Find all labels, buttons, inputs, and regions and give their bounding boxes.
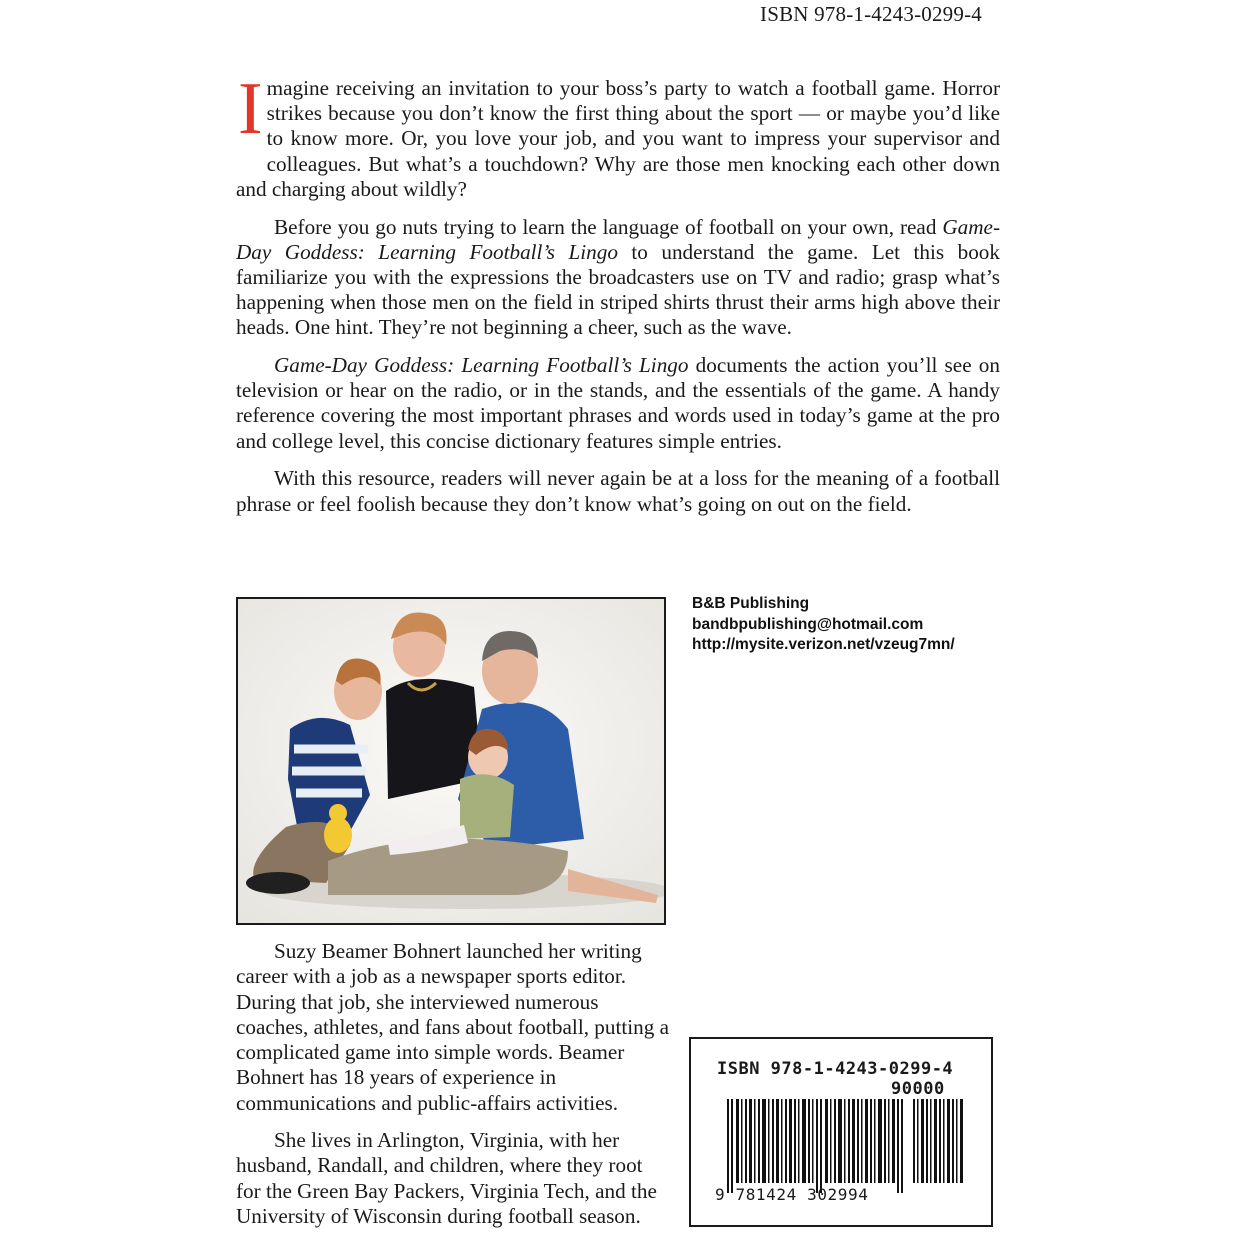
barcode-isbn-label: ISBN 978-1-4243-0299-4 [717, 1059, 954, 1079]
book-title-italic: Game-Day Goddess: Learning Football’s Lingo [274, 353, 689, 378]
publisher-email[interactable]: bandbpublishing@hotmail.com [692, 615, 924, 633]
author-family-photo [236, 597, 666, 925]
publisher-info [692, 594, 955, 656]
barcode-digits: 9 781424 302994 [715, 1185, 869, 1204]
drop-cap: I [238, 68, 263, 150]
isbn-barcode [689, 1037, 993, 1227]
description-paragraph-2-text-b: to understand the game. Let this book familiarize you with the expressions the broadcasters use on TV and radio; grasp what’s happening when those men on the field in striped shirts thrust their arms high above their heads. One hint. They’re not beginning a cheer, such as the wave. [236, 239, 1000, 340]
publisher-name: B&B Publishing [692, 595, 810, 612]
description-paragraph-3 [236, 353, 1000, 454]
book-title-italic: Game-Day Goddess: Learning Football’s Lingo [236, 214, 1000, 264]
bio-paragraph-2: She lives in Arlington, Virginia, with her husband, Randall, and children, where they root for the Green Bay Packers, Virginia Tech, and the University of Wisconsin during football season. [236, 1128, 657, 1228]
barcode-addon-number: 90000 [891, 1079, 945, 1099]
barcode-bars [713, 1099, 969, 1193]
bio-paragraph-1: Suzy Beamer Bohnert launched her writing career with a job as a newspaper sports editor. During that job, she interviewed numerous coaches, athletes, and fans about football, putting a complicated game into simple words. Beamer Bohnert has 18 years of experience in communications and public-affairs activities. [236, 939, 670, 1115]
description-paragraph-1 [236, 68, 1000, 202]
description-paragraph-4: With this resource, readers will never again be at a loss for the meaning of a football phrase or feel foolish because they don’t know what’s going on out on the field. [236, 466, 1000, 516]
publisher-url[interactable]: http://mysite.verizon.net/vzeug7mn/ [692, 636, 955, 653]
description-paragraph-3-text: documents the action you’ll see on television or hear on the radio, or in the stands, and the essentials of the game. A handy reference covering the most important phrases and words used in today’s game at the pro and college level, this concise dictionary features simple entries. [236, 353, 1000, 453]
book-description [236, 68, 1000, 529]
description-paragraph-2 [236, 215, 1000, 341]
description-paragraph-1-text: magine receiving an invitation to your boss’s party to watch a football game. Horror strikes because you don’t know the first thing about the sport — or maybe you’d like to know more. Or, you love your job, and you want to impress your supervisor and colleagues. But what’s a touchdown? Why are those men knocking each other down and charging about wildly? [236, 76, 1000, 201]
author-bio [236, 939, 672, 1241]
isbn-header: ISBN 978-1-4243-0299-4 [760, 2, 982, 26]
description-paragraph-2-text-a: Before you go nuts trying to learn the language of football on your own, read [274, 214, 943, 239]
